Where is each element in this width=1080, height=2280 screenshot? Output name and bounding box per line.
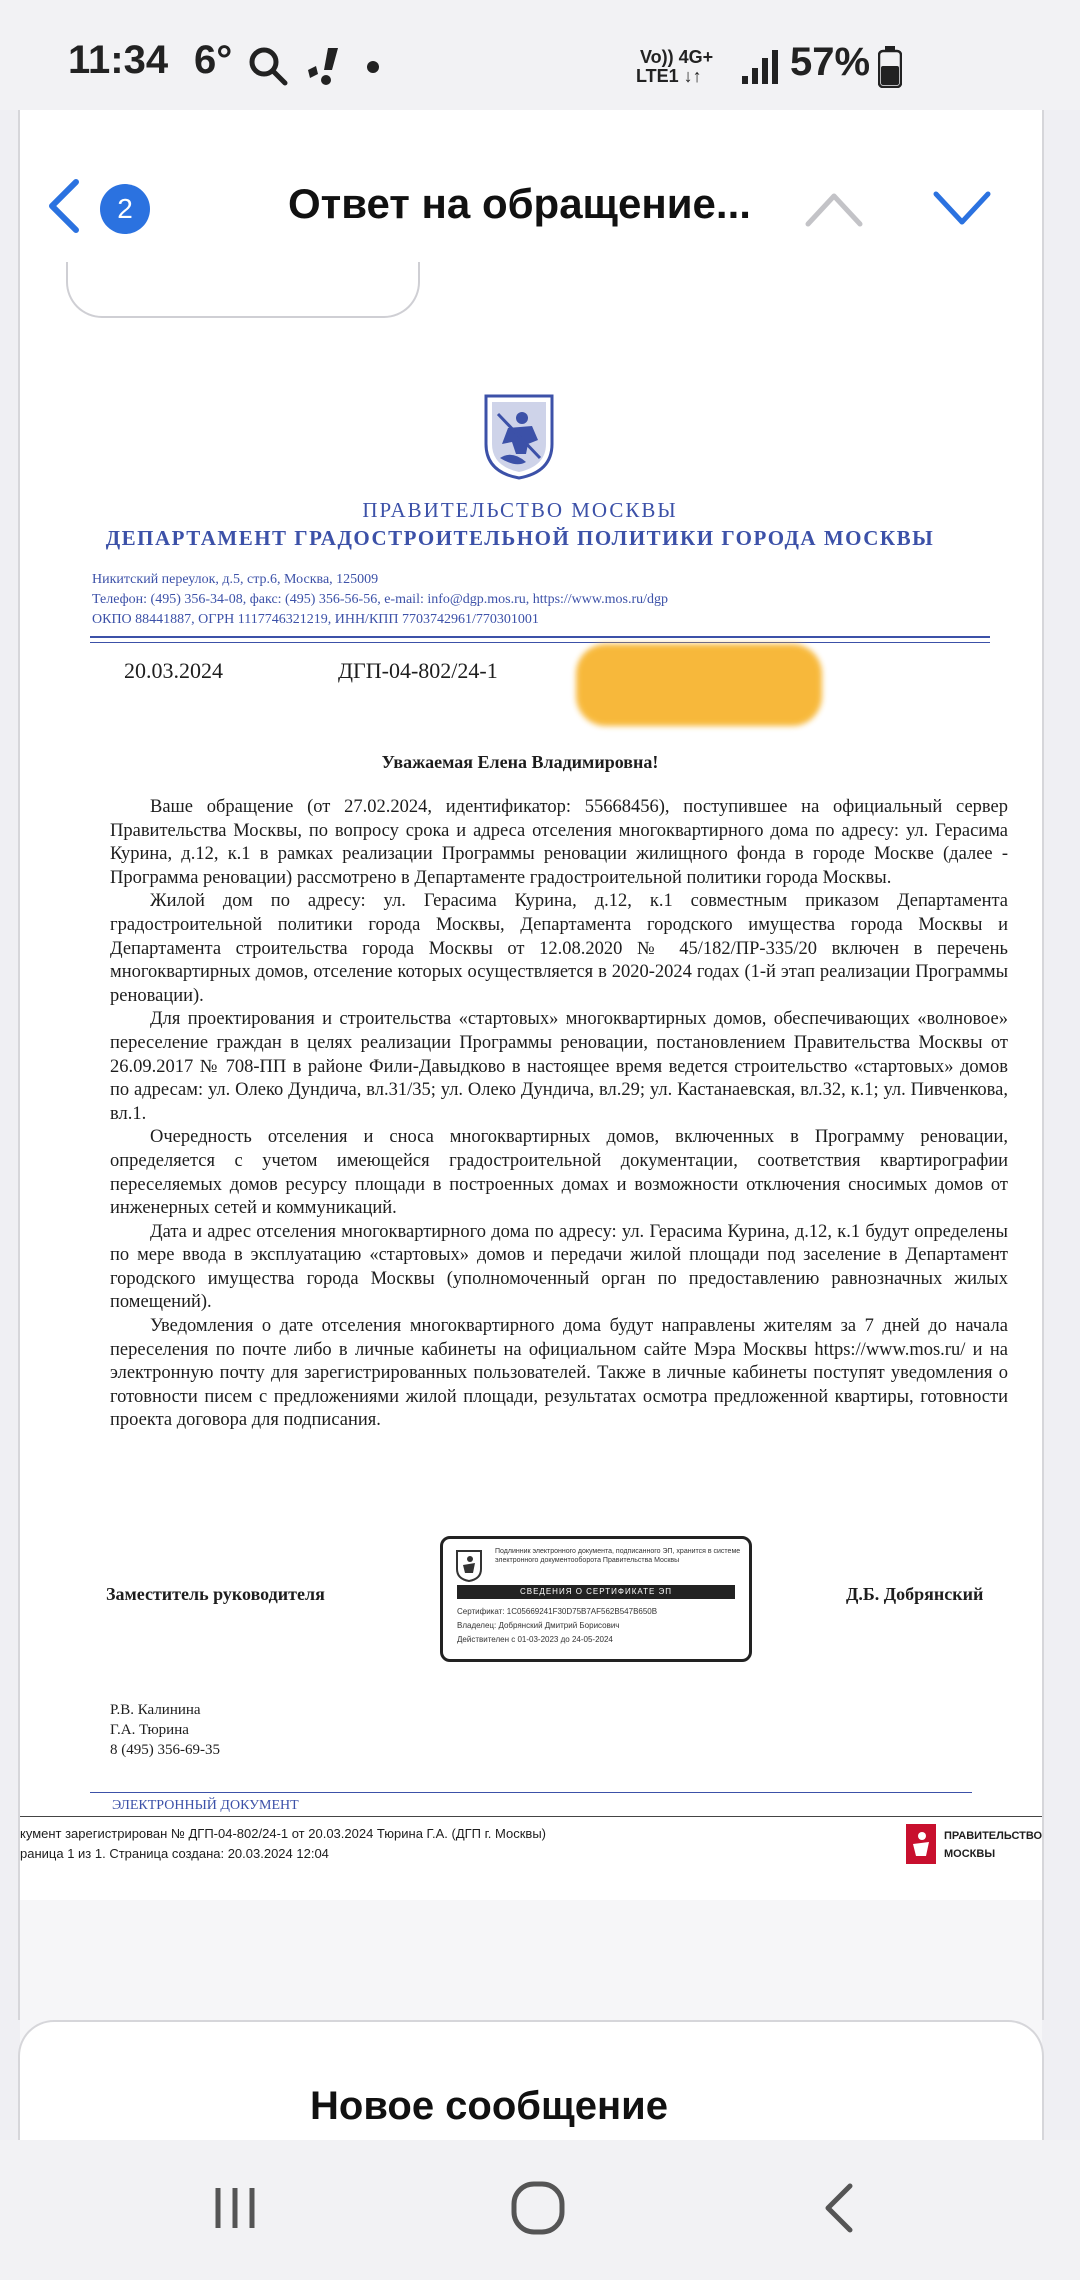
document-number: ДГП-04-802/24-1 (338, 658, 498, 683)
redaction-mark (576, 644, 822, 726)
salutation: Уважаемая Елена Владимировна! (381, 752, 659, 772)
registration-line: кумент зарегистрирован № ДГП-04-802/24-1 от 20.03.2024 Тюрина Г.А. (ДГП г. Москвы) (20, 1826, 546, 1841)
network-type-bottom: LTE1 ↓↑ (636, 66, 702, 86)
chevron-down-icon[interactable] (930, 186, 994, 230)
new-message-sheet[interactable] (18, 2020, 1044, 2140)
letter-paragraph: Очередность отселения и сноса многоквартирных домов, включенных в Программу реновации, определяется с учетом имеющейся градостроительной документации, соответствия квартирографии переселяемых домов ресурсу площади в построенных домах и возможности отключения сносимых домов от инженерных сетей и коммуникаций. (110, 1127, 1008, 1219)
letter-paragraph: Уведомления о дате отселения многоквартирного дома будут направлены жителям за 7 дней до начала переселения по почте либо в личные кабинеты на официальном сайте Мэра Москвы https://www.mos.ru/ и на электронную почту для зарегистрированных пользователей. Также в личные кабинеты поступят уведомления о готовности писем с предложениями жилой площади, результатах осмотра предложенной квартиры, готовности проекта договора для подписания. (110, 1316, 1008, 1431)
letter-paragraph: Дата и адрес отселения многоквартирного дома по адресу: ул. Герасима Курина, д.12, к.1 будут определены по мере ввода в эксплуатацию «стартовых» домов и передачи жилой площади под заселение в Департамент городского имущества города Москвы (уполномоченный орган по предоставлению равнозначных жилых помещений). (110, 1221, 1008, 1313)
letter-paragraph: Жилой дом по адресу: ул. Герасима Курина, д.12, к.1 совместным приказом Департамента градостроительной политики города Москвы, Департамента городского имущества города Москвы и Департамента строительства города Москвы от 12.08.2020 № 45/182/ПР-335/20 включен в перечень многоквартирных домов, отселение которых осуществляется в 2020-2024 годах (1-й этап реализации Программы реновации). (110, 891, 1008, 1006)
letter-paragraph: Для проектирования и строительства «стартовых» многоквартирных домов, обеспечивающих «волновое» переселение граждан в целях реализации Программы реновации, постановлением Правительства Москвы от 26.09.2017 № 708-ПП в районе Фили-Давыдково в настоящее время ведется строительство «стартовых» домов по адресам: ул. Олеко Дундича, вл.31/35; ул. Олеко Дундича, вл.29; ул. Кастанаевская, вл.32, к.1; ул. Пивченкова, вл.1. (110, 1009, 1008, 1124)
footer-rule (90, 1792, 972, 1793)
page-created-line: раница 1 из 1. Страница создана: 20.03.2024 12:04 (20, 1846, 329, 1861)
status-bar (0, 0, 1080, 110)
executor-name: Г.А. Тюрина (110, 1722, 189, 1738)
status-time: 11:34 (68, 38, 169, 82)
contact-registry: ОКПО 88441887, ОГРН 1117746321219, ИНН/КПП 7703742961/770301001 (92, 612, 539, 627)
stamp-certificate-heading: СВЕДЕНИЯ О СЕРТИФИКАТЕ ЭП (457, 1585, 735, 1599)
footer-gov-line2: МОСКВЫ (944, 1848, 996, 1860)
chevron-left-icon[interactable] (40, 176, 90, 236)
contact-address: Никитский переулок, д.5, стр.6, Москва, 125009 (92, 572, 379, 587)
footer-gov-line1: ПРАВИТЕЛЬСТВО (944, 1830, 1043, 1842)
department-name: ДЕПАРТАМЕНТ ГРАДОСТРОИТЕЛЬНОЙ ПОЛИТИКИ ГОРОДА МОСКВЫ (105, 526, 935, 550)
dot-icon (366, 60, 380, 74)
chevron-up-icon[interactable] (802, 186, 866, 230)
letter-paragraph: Ваше обращение (от 27.02.2024, идентификатор: 55668456), поступившее на официальный сервер Правительства Москвы, по вопросу срока и адреса отселения многоквартирного дома по адресу: ул. Герасима Курина, д.12, к.1 в рамках реализации Программы реновации жилищного фонда в городе Москве (далее - Программа реновации) рассмотрено в Департаменте градостроительной политики города Москвы. (110, 797, 1008, 888)
battery-icon (878, 46, 902, 88)
moscow-logo-icon (906, 1824, 936, 1864)
stamp-certificate: Сертификат: 1C05669241F30D75B7AF562B547B650B (457, 1607, 658, 1616)
electronic-document-label: ЭЛЕКТРОННЫЙ ДОКУМЕНТ (112, 1798, 299, 1813)
notification-icon (302, 44, 346, 88)
recent-apps-icon[interactable] (210, 2180, 260, 2236)
stamp-owner: Владелец: Добрянский Дмитрий Борисович (457, 1621, 620, 1630)
home-icon[interactable] (510, 2180, 566, 2236)
mail-header (20, 110, 1042, 264)
coat-of-arms-icon (455, 1549, 483, 1583)
network-type-top: Vo)) 4G+ (640, 47, 714, 67)
header-rule-thin (90, 642, 990, 643)
moscow-coat-of-arms-icon (482, 392, 556, 480)
battery-percent: 57% (790, 40, 871, 84)
executor-phone: 8 (495) 356-69-35 (110, 1742, 220, 1758)
signer-name: Д.Б. Добрянский (846, 1584, 984, 1604)
signer-title: Заместитель руководителя (106, 1584, 325, 1604)
document-date: 20.03.2024 (124, 658, 223, 683)
contact-phone: Телефон: (495) 356-34-08, факс: (495) 356-56-56, e-mail: info@dgp.mos.ru, https://www.mos.ru/dgp (92, 592, 668, 607)
executor-name: Р.В. Калинина (110, 1702, 201, 1718)
status-temperature: 6° (194, 38, 233, 82)
new-message-title: Новое сообщение (310, 2084, 668, 2128)
stamp-header: Подлинник электронного документа, подписанного ЭП, хранится в системе электронного документооборота Правительства Москвы (495, 1548, 741, 1564)
search-icon (246, 44, 290, 88)
digital-signature-stamp (440, 1536, 752, 1662)
back-icon[interactable] (820, 2180, 860, 2236)
previous-message-bubble[interactable] (66, 262, 420, 318)
letter-body (110, 796, 1008, 1433)
navigation-bar (0, 2140, 1080, 2280)
unread-badge[interactable]: 2 (100, 184, 150, 234)
stamp-validity: Действителен с 01-03-2023 до 24-05-2024 (457, 1635, 613, 1644)
footer-separator (20, 1816, 1042, 1817)
government-name: ПРАВИТЕЛЬСТВО МОСКВЫ (362, 498, 678, 522)
mail-subject-title: Ответ на обращение... (288, 180, 751, 227)
attached-document (20, 340, 1042, 1930)
header-rule (90, 636, 990, 638)
signal-icon (740, 48, 780, 84)
mail-view (18, 110, 1044, 2020)
